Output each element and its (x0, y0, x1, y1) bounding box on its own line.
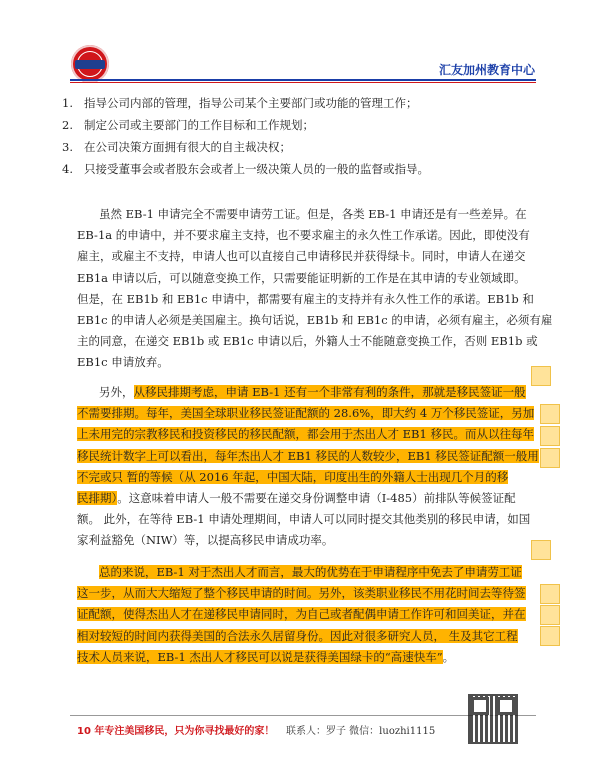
highlighted-text: 证配额，使得杰出人才在递移民申请同时，为自己或者配偶申请工作许可和回美证，并在 (77, 607, 526, 622)
list-number: 1. (62, 96, 73, 110)
comment-marker[interactable] (540, 426, 560, 446)
paragraph-line: EB-1a 的申请中，并不要求雇主支持，也不要求雇主的永久性工作承诺。因此，即使没有 (77, 228, 530, 243)
plain-text: 另外， (99, 385, 134, 399)
paragraph-priority-date (77, 382, 539, 552)
comment-marker[interactable] (531, 366, 551, 386)
list-item (62, 114, 542, 136)
paragraph-line (77, 467, 535, 488)
header-divider-accent (70, 82, 536, 83)
list-text: 只接受董事会或者股东会或者上一级决策人员的一般的监督或指导。 (84, 162, 429, 176)
paragraph-line (77, 583, 535, 604)
comment-marker[interactable] (540, 584, 560, 604)
paragraph-line (77, 424, 535, 445)
company-logo-icon (71, 45, 109, 83)
highlighted-text: 相对较短的时间内获得美国的合法永久居留身份。因此对很多研究人员， 生及其它工程 (77, 628, 518, 643)
list-item (62, 136, 542, 158)
comment-marker[interactable] (540, 605, 560, 625)
brand-name: 汇友加州教育中心 (438, 63, 535, 77)
list-number: 2. (62, 118, 73, 132)
highlighted-text: 民排期） (77, 490, 118, 505)
highlighted-text: 上未用完的宗教移民和投资移民的移民配额，都会用于杰出人才 EB1 移民。而从以往每年 (77, 427, 534, 442)
comment-marker[interactable] (540, 448, 560, 468)
list-number: 4. (62, 162, 73, 176)
highlighted-text: 移民统计数字上可以看出，每年杰出人才 EB1 移民的人数较少，EB1 移民签证配额一般用 (77, 448, 539, 463)
highlighted-text: 不需要排期。每年，美国全球职业移民签证配额的 28.6%，即大约 4 万个移民签证，另加 (77, 406, 535, 421)
list-text: 指导公司内部的管理，指导公司某个主要部门或功能的管理工作； (84, 96, 418, 110)
paragraph-line: 虽然 EB-1 申请完全不需要申请劳工证。但是，各类 EB-1 申请还是有一些差异。在 (99, 207, 527, 221)
plain-text: 。 (442, 649, 455, 664)
footer-contact: 联系人：罗子 微信：luozhi1115 (286, 726, 436, 737)
paragraph-line: 额。 此外，在等待 EB-1 申请处理期间，申请人可以同时提交其他类别的移民申请，如国 (77, 512, 531, 527)
paragraph-line: 家利益豁免（NIW）等，以提高移民申请成功率。 (77, 533, 334, 548)
paragraph-line (77, 403, 535, 424)
paragraph-line: 但是，在 EB1b 和 EB1c 申请中，都需要有雇主的支持并有永久性工作的承诺。EB1b 和 (77, 291, 534, 306)
comment-marker[interactable] (531, 540, 551, 560)
paragraph-line (77, 382, 535, 403)
duties-list (62, 92, 542, 180)
paragraph-eb1-comparison (77, 204, 553, 374)
paragraph-line (77, 647, 535, 668)
footer-divider (70, 715, 536, 716)
highlighted-text: 技术人员来说，EB-1 杰出人才移民可以说是获得美国绿卡的“高速快车” (77, 649, 443, 664)
highlighted-text: 这一步，从而大大缩短了整个移民申请的时间。另外，该类职业移民不用花时间去等待签 (77, 586, 526, 601)
logo-band (75, 60, 105, 69)
comment-marker[interactable] (540, 404, 560, 424)
list-item (62, 158, 542, 180)
highlighted-text: 不完或只 暂的等候（从 2016 年起，中国大陆，印度出生的外籍人士出现几个月的移 (77, 469, 509, 484)
paragraph-line: 主的同意，在递交 EB1b 或 EB1c 申请以后，外籍人士不能随意变换工作，否则 EB1b 或 (77, 334, 538, 349)
list-number: 3. (62, 140, 73, 154)
paragraph-line: EB1a 申请以后，可以随意变换工作，只需要能证明新的工作是在其申请的专业领域即。 (77, 270, 526, 285)
paragraph-line: EB1c 申请放弃。 (77, 355, 169, 370)
list-item (62, 92, 542, 114)
header-divider (70, 79, 536, 81)
highlighted-text: 从移民排期考虑，申请 EB-1 还有一个非常有利的条件，那就是移民签证一般 (133, 385, 526, 399)
paragraph-line: 雇主，或雇主不支持，申请人也可以直接自己申请移民并获得绿卡。同时，申请人在递交 (77, 249, 526, 264)
comment-marker[interactable] (540, 626, 560, 646)
paragraph-summary (77, 562, 535, 668)
list-text: 在公司决策方面拥有很大的自主裁决权； (84, 140, 291, 154)
highlighted-text: 总的来说，EB-1 对于杰出人才而言，最大的优势在于申请程序中免去了申请劳工证 (99, 565, 522, 579)
paragraph-line (77, 488, 535, 509)
plain-text: 。这意味着申请人一般不需要在递交身份调整申请（I-485）前排队等候签证配 (117, 490, 516, 505)
list-text: 制定公司或主要部门的工作目标和工作规划； (84, 118, 314, 132)
paragraph-line: EB1c 的申请人必须是美国雇主。换句话说，EB1b 和 EB1c 的申请，必须有雇主，必须有雇 (77, 312, 553, 327)
paragraph-line (77, 446, 539, 467)
paragraph-line (77, 604, 535, 625)
paragraph-line (77, 562, 535, 583)
paragraph-line (77, 626, 535, 647)
footer-slogan: 10 年专注美国移民，只为你寻找最好的家！ (77, 726, 275, 737)
qr-code-icon (468, 694, 518, 744)
